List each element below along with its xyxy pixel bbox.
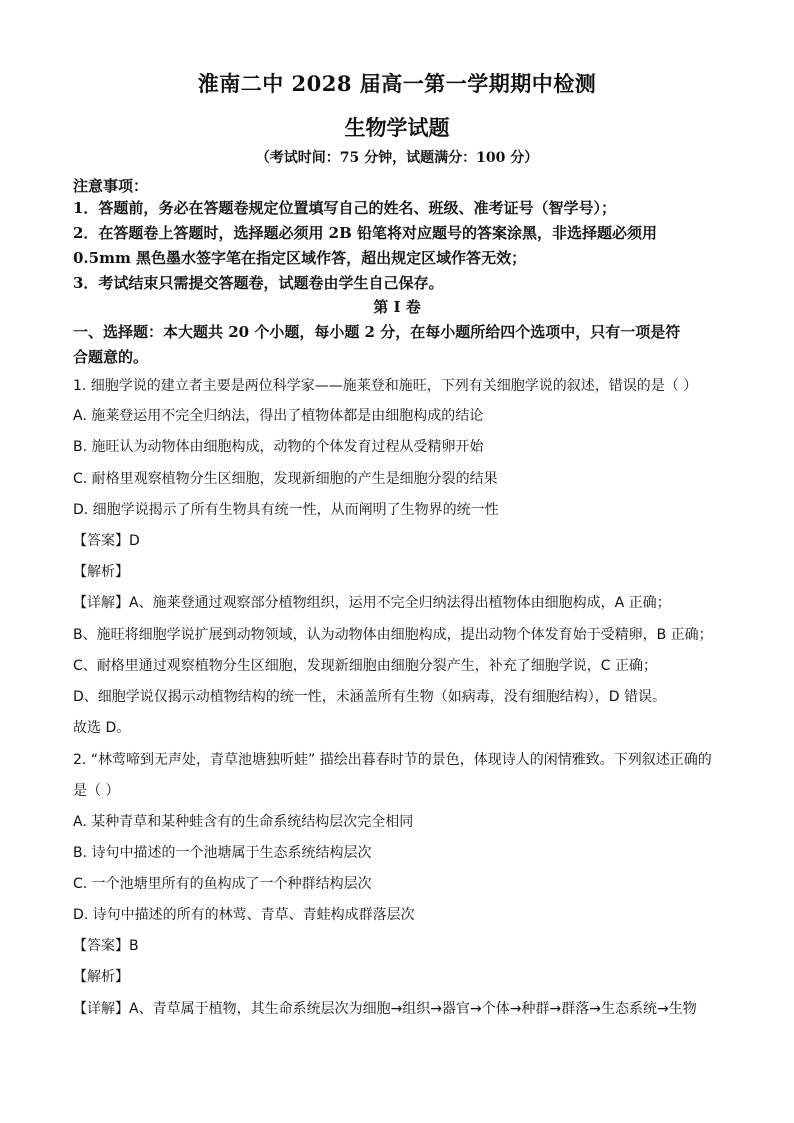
question-1-detail-c: C、耐格里通过观察植物分生区细胞，发现新细胞由细胞分裂产生，补充了细胞学说，C 正确； — [73, 658, 657, 674]
question-1-option-a: A. 施莱登运用不完全归纳法，得出了植物体都是由细胞构成的结论 — [73, 408, 484, 424]
volume-label: 第 I 卷 — [373, 298, 421, 316]
exam-subtitle: 生物学试题 — [344, 115, 450, 140]
exam-info: （考试时间：75 分钟，试题满分：100 分） — [255, 150, 539, 166]
question-1-stem: 1. 细胞学说的建立者主要是两位科学家——施莱登和施旺，下列有关细胞学说的叙述，错误的是（ ） — [73, 378, 698, 394]
question-1-detail-d: D、细胞学说仅揭示动植物结构的统一性，未涵盖所有生物（如病毒，没有细胞结构），D 错误。 — [73, 689, 667, 705]
section-heading-line-2: 合题意的。 — [73, 348, 149, 366]
question-2-stem-line-2: 是（ ） — [73, 783, 120, 799]
question-1-analysis-label: 【解析】 — [73, 564, 129, 580]
question-1-conclusion: 故选 D。 — [73, 720, 131, 736]
question-2-answer: 【答案】B — [73, 938, 139, 954]
notice-heading: 注意事项： — [73, 177, 149, 195]
notice-item-2-line-1: 2．在答题卷上答题时，选择题必须用 2B 铅笔将对应题号的答案涂黑，非选择题必须用 — [73, 224, 658, 242]
question-2-stem-line-1: 2. “林莺啼到无声处，青草池塘独听蛙” 描绘出暮春时节的景色，体现诗人的闲情雅致。下列叙述正确的 — [73, 752, 712, 768]
question-2-option-b: B. 诗句中描述的一个池塘属于生态系统结构层次 — [73, 845, 372, 861]
question-1-option-d: D. 细胞学说揭示了所有生物具有统一性，从而阐明了生物界的统一性 — [73, 502, 499, 518]
question-2-option-a: A. 某种青草和某种蛙含有的生命系统结构层次完全相同 — [73, 814, 414, 830]
question-1-option-b: B. 施旺认为动物体由细胞构成，动物的个体发育过程从受精卵开始 — [73, 439, 484, 455]
question-1-option-c: C. 耐格里观察植物分生区细胞，发现新细胞的产生是细胞分裂的结果 — [73, 471, 498, 487]
notice-item-3: 3．考试结束只需提交答题卷，试题卷由学生自己保存。 — [73, 274, 444, 292]
section-heading-line-1: 一、选择题：本大题共 20 个小题，每小题 2 分，在每小题所给四个选项中，只有一项是符 — [73, 323, 681, 341]
notice-item-2-line-2: 0.5mm 黑色墨水签字笔在指定区域作答，超出规定区域作答无效； — [73, 249, 527, 267]
question-1-detail-a: 【详解】A、施莱登通过观察部分植物组织，运用不完全归纳法得出植物体由细胞构成，A 正确； — [73, 595, 671, 611]
question-2-detail-a: 【详解】A、青草属于植物，其生命系统层次为细胞→组织→器官→个体→种群→群落→生态系统→生物 — [73, 1001, 697, 1017]
notice-item-1: 1．答题前，务必在答题卷规定位置填写自己的姓名、班级、准考证号（智学号）； — [73, 199, 616, 217]
question-2-option-c: C. 一个池塘里所有的鱼构成了一个种群结构层次 — [73, 876, 372, 892]
question-1-answer: 【答案】D — [73, 533, 140, 549]
question-2-option-d: D. 诗句中描述的所有的林莺、青草、青蛙构成群落层次 — [73, 907, 415, 923]
question-1-detail-b: B、施旺将细胞学说扩展到动物领域，认为动物体由细胞构成，提出动物个体发育始于受精卵，B 正确； — [73, 627, 713, 643]
exam-title: 淮南二中 2028 届高一第一学期期中检测 — [197, 71, 597, 96]
question-2-analysis-label: 【解析】 — [73, 969, 129, 985]
